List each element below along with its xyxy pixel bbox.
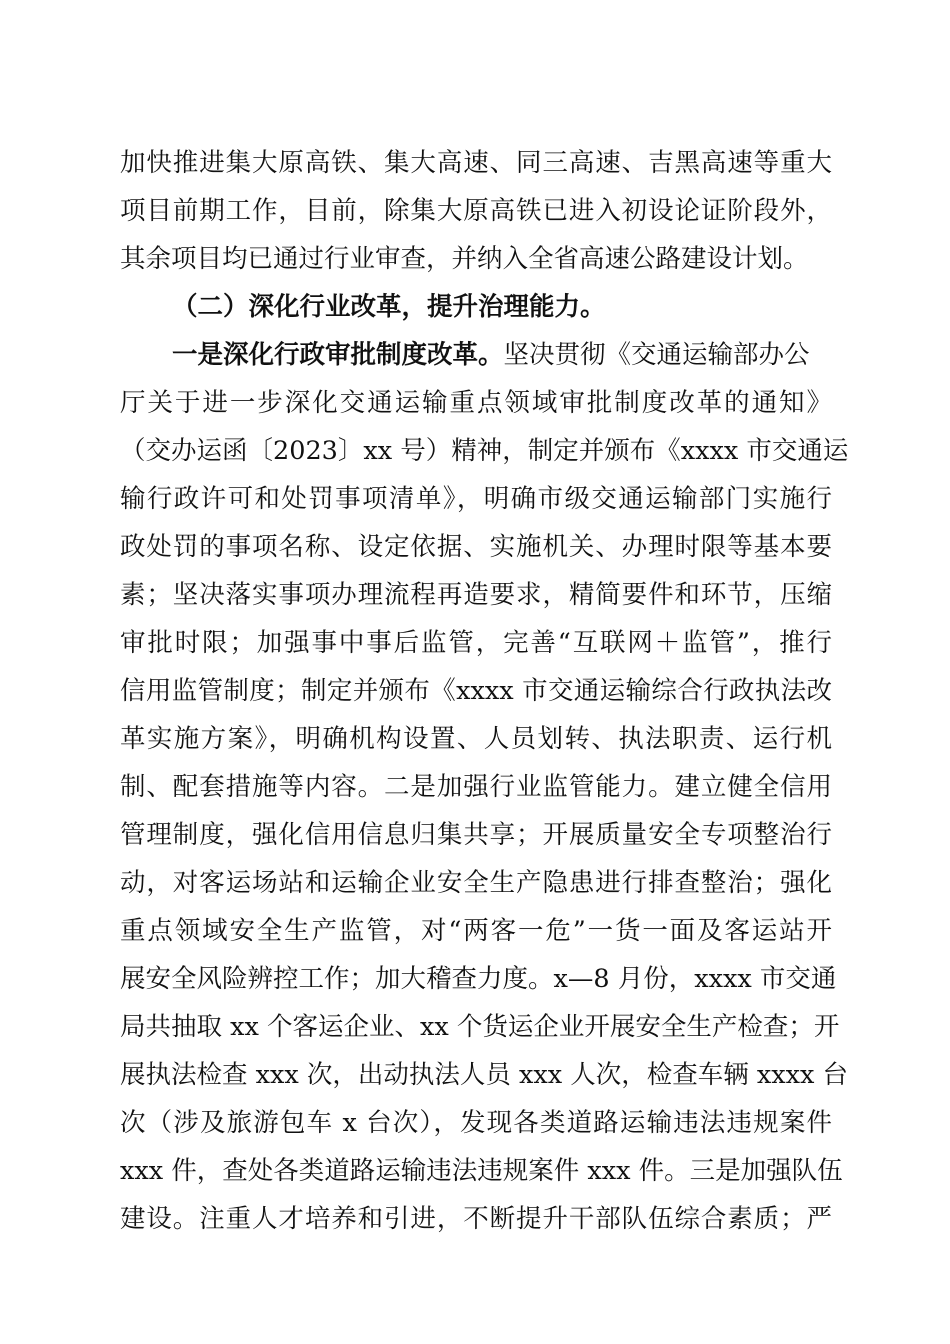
paragraph-line-16: 动，对客运场站和运输企业安全生产隐患进行排查整治；强化	[120, 868, 832, 898]
paragraph-line-14: 制、配套措施等内容。二是加强行业监管能力。建立健全信用	[120, 772, 832, 802]
paragraph-line-10: 素；坚决落实事项办理流程再造要求，精简要件和环节，压缩	[120, 580, 832, 610]
paragraph-line-23: 建设。注重人才培养和引进，不断提升干部队伍综合素质；严	[120, 1204, 832, 1234]
paragraph-line-1: 加快推进集大原高铁、集大高速、同三高速、吉黑高速等重大	[120, 148, 832, 178]
paragraph-line-9: 政处罚的事项名称、设定依据、实施机关、办理时限等基本要	[120, 532, 832, 562]
paragraph-line-6: 厅关于进一步深化交通运输重点领域审批制度改革的通知》	[120, 388, 832, 418]
paragraph-line-20: 展执法检查 xxx 次，出动执法人员 xxx 人次，检查车辆 xxxx 台	[120, 1060, 848, 1090]
paragraph-line-15: 管理制度，强化信用信息归集共享；开展质量安全专项整治行	[120, 820, 832, 850]
paragraph-line-13: 革实施方案》，明确机构设置、人员划转、执法职责、运行机	[120, 724, 832, 754]
paragraph-line-21: 次（涉及旅游包车 x 台次），发现各类道路运输违法违规案件	[120, 1108, 832, 1138]
paragraph-line-18: 展安全风险辨控工作；加大稽查力度。x—8 月份，xxxx 市交通	[120, 964, 837, 994]
paragraph-line-7: （交办运函〔2023〕xx 号）精神，制定并颁布《xxxx 市交通运	[120, 436, 849, 466]
paragraph-line-8: 输行政许可和处罚事项清单》，明确市级交通运输部门实施行	[120, 484, 832, 514]
paragraph-line-11: 审批时限；加强事中事后监管，完善“互联网＋监管”，推行	[120, 628, 832, 658]
paragraph-line-5	[172, 332, 832, 378]
lead-continuation: 坚决贯彻《交通运输部办公	[503, 340, 810, 370]
paragraph-line-3: 其余项目均已通过行业审查，并纳入全省高速公路建设计划。	[120, 244, 809, 274]
paragraph-line-2: 项目前期工作，目前，除集大原高铁已进入初设论证阶段外，	[120, 196, 832, 226]
lead-phrase: 一是深化行政审批制度改革。	[172, 340, 504, 370]
paragraph-line-17: 重点领域安全生产监管，对“两客一危”一货一面及客运站开	[120, 916, 832, 946]
paragraph-line-22: xxx 件，查处各类道路运输违法违规案件 xxx 件。三是加强队伍	[120, 1156, 843, 1186]
paragraph-line-12: 信用监管制度；制定并颁布《xxxx 市交通运输综合行政执法改	[120, 676, 832, 706]
section-heading: （二）深化行业改革，提升治理能力。	[172, 292, 606, 322]
paragraph-line-19: 局共抽取 xx 个客运企业、xx 个货运企业开展安全生产检查；开	[120, 1012, 840, 1042]
